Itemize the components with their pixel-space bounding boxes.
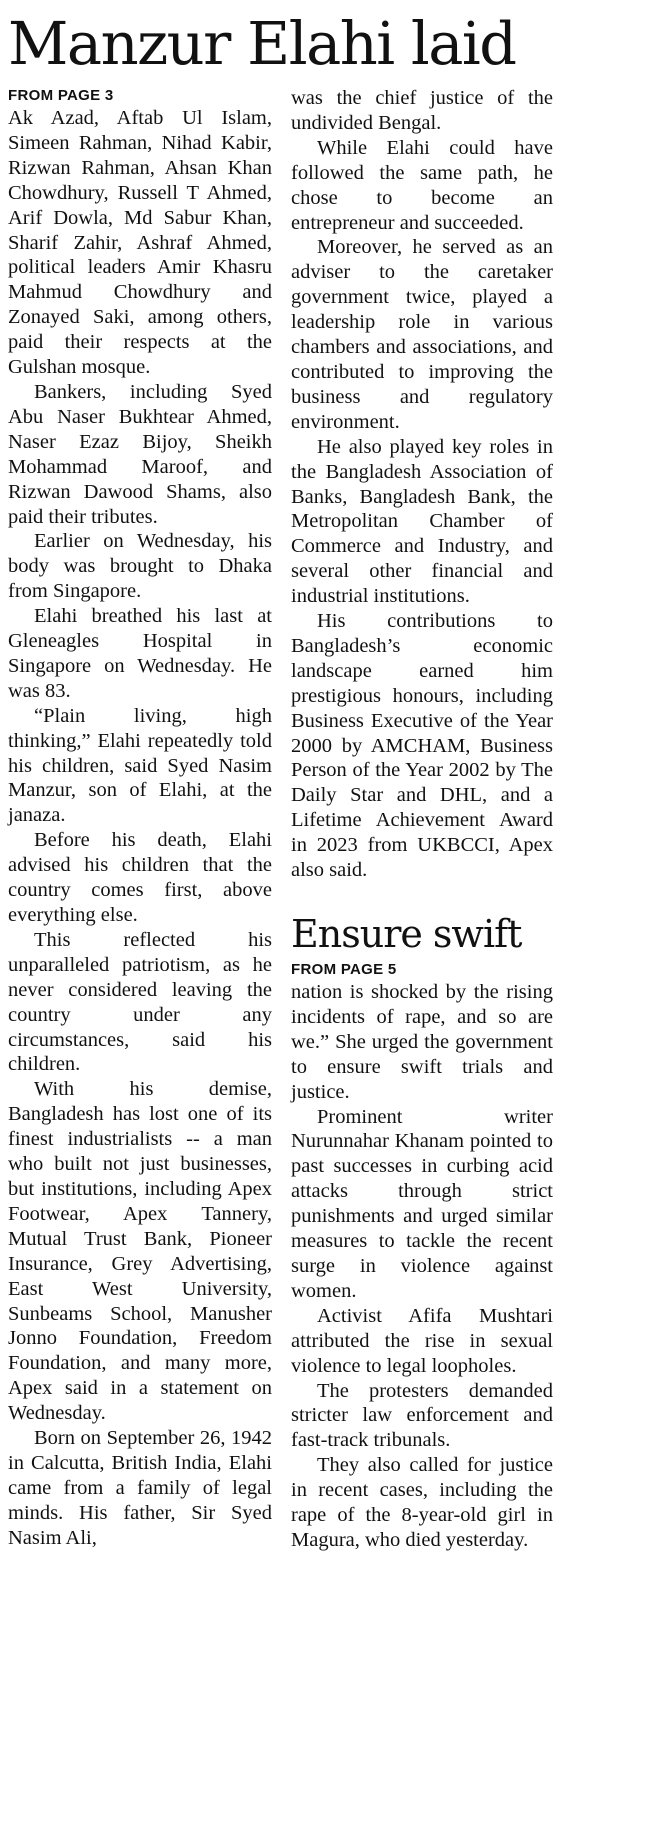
story2-kicker: FROM PAGE 5: [291, 961, 397, 978]
story1-paragraph: Before his death, Elahi advised his children that the country comes first, above everything else.: [8, 829, 272, 926]
story1-headline: Manzur Elahi laid: [8, 9, 516, 78]
story1-paragraph: With his demise, Bangladesh has lost one of its finest industrialists -- a man who built not just businesses, but institutions, including Apex Footwear, Apex Tannery, Mutual Trust Bank, Pioneer Insurance, Grey Advertising, East West University, Sunbeams School, Manusher Jonno Foundation, Freedom Foundation, and many more, Apex said in a statement on Wednesday.: [8, 1078, 272, 1425]
story1-right-column: [291, 86, 553, 883]
story1-left-column: [8, 86, 272, 1551]
story1-continued-paragraph: He also played key roles in the Bangladesh Association of Banks, Bangladesh Bank, the Metropolitan Chamber of Commerce and Industry, and several other financial and industrial institutions.: [291, 435, 553, 608]
story1-continued-paragraph: was the chief justice of the undivided Bengal.: [291, 87, 553, 134]
story1-kicker: FROM PAGE 3: [8, 87, 114, 104]
story1-paragraph: “Plain living, high thinking,” Elahi repeatedly told his children, said Syed Nasim Manzur, son of Elahi, at the janaza.: [8, 704, 272, 827]
story1-paragraph: Born on September 26, 1942 in Calcutta, British India, Elahi came from a family of legal minds. His father, Sir Syed Nasim Ali,: [8, 1427, 272, 1549]
story1-continued-paragraph: While Elahi could have followed the same path, he chose to become an entrepreneur and succeeded.: [291, 136, 553, 234]
story2-paragraph: Prominent writer Nurunnahar Khanam pointed to past successes in curbing acid attacks through strict punishments and urged similar measures to tackle the recent surge in violence against women.: [291, 1105, 553, 1302]
story2-headline: Ensure swift: [291, 912, 522, 956]
story1-paragraph: Bankers, including Syed Abu Naser Bukhtear Ahmed, Naser Ezaz Bijoy, Sheikh Mohammad Maroof, and Rizwan Dawood Shams, also paid their tributes.: [8, 380, 272, 528]
story1-paragraph: Elahi breathed his last at Gleneagles Hospital in Singapore on Wednesday. He was 83.: [8, 605, 272, 702]
story2-paragraph: nation is shocked by the rising incidents of rape, and so are we.” She urged the government to ensure swift trials and justice.: [291, 981, 553, 1103]
story1-continued-paragraph: Moreover, he served as an adviser to the caretaker government twice, played a leadership role in various chambers and associations, and contributed to improving the business and regulatory environment.: [291, 236, 553, 433]
story1-paragraph: This reflected his unparalleled patriotism, as he never considered leaving the country under any circumstances, said his children.: [8, 928, 272, 1076]
story2: [291, 908, 553, 1553]
story2-paragraph: The protesters demanded stricter law enforcement and fast-track tribunals.: [291, 1379, 553, 1452]
story1-paragraph: Ak Azad, Aftab Ul Islam, Simeen Rahman, Nihad Kabir, Rizwan Rahman, Ahsan Khan Chowdhury, Russell T Ahmed, Arif Dowla, Md Sabur Khan, Sharif Zahir, Ashraf Ahmed, political leaders Amir Khasru Mahmud Chowdhury and Zonayed Saki, among others, paid their respects at the Gulshan mosque.: [8, 107, 272, 379]
story1-paragraph: Earlier on Wednesday, his body was brought to Dhaka from Singapore.: [8, 530, 272, 603]
story2-paragraph: Activist Afifa Mushtari attributed the rise in sexual violence to legal loopholes.: [291, 1304, 553, 1377]
story1-continued-paragraph: His contributions to Bangladesh’s economic landscape earned him prestigious honours, including Business Executive of the Year 2000 by AMCHAM, Business Person of the Year 2002 by The Daily Star and DHL, and a Lifetime Achievement Award in 2023 from UKBCCI, Apex also said.: [291, 610, 553, 882]
story2-paragraph: They also called for justice in recent cases, including the rape of the 8-year-old girl in Magura, who died yesterday.: [291, 1454, 553, 1551]
